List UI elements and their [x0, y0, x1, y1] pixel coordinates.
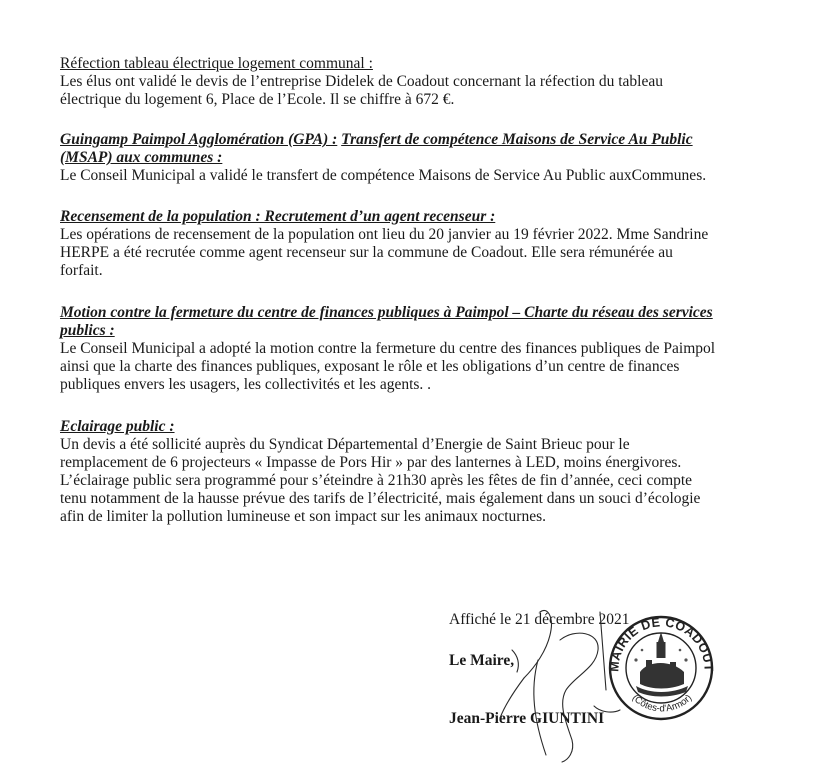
section-line: Les élus ont validé le devis de l’entreprise Didelek de Coadout concernant la réfection du tableau: [60, 73, 663, 90]
section-heading-part: Motion contre la fermeture du centre de finances publiques à Paimpol – Charte du réseau des services: [60, 304, 713, 321]
posted-date: Affiché le 21 décembre 2021: [449, 611, 630, 628]
section-line: afin de limiter la pollution lumineuse et son impact sur les animaux nocturnes.: [60, 508, 546, 525]
section-line: publiques envers les usagers, les collectivités et les agents. .: [60, 376, 432, 393]
section-line: Les opérations de recensement de la population ont lieu du 20 janvier au 19 février 2022. Mme Sandrine: [60, 226, 709, 243]
section-line: Le Conseil Municipal a adopté la motion contre la fermeture du centre des finances publiques de Paimpol: [60, 340, 716, 357]
section-line: HERPE a été recrutée comme agent recenseur sur la commune de Coadout. Elle sera rémunérée au: [60, 244, 673, 261]
section-heading-part: (MSAP) aux communes :: [60, 149, 223, 166]
handwritten-signature: [500, 610, 620, 762]
section-line: Le Conseil Municipal a validé le transfert de compétence Maisons de Service Au Public auxCommunes.: [60, 167, 707, 184]
mayor-name: Jean-Pierre GIUNTINI: [449, 710, 605, 727]
section-heading-part: Guingamp Paimpol Agglomération (GPA) :: [60, 131, 338, 148]
stamp-top-text: MAIRIE DE COADOUT: [607, 615, 716, 673]
section-heading-part: publics :: [60, 322, 115, 339]
section-line: Un devis a été sollicité auprès du Syndicat Départemental d’Energie de Saint Brieuc pour le: [60, 436, 630, 453]
section-heading-part: Transfert de compétence Maisons de Service Au Public: [341, 131, 693, 148]
section-line: remplacement de 6 projecteurs « Impasse de Pors Hir » par des lanternes à LED, moins énergivores.: [60, 454, 682, 471]
section-heading: Eclairage public :: [60, 418, 175, 435]
section-line: tenu notamment de la hausse prévue des tarifs de l’électricité, mais également dans un souci d’écologie: [60, 490, 701, 507]
mairie-stamp-icon: [607, 615, 715, 719]
mayor-title: Le Maire,: [449, 652, 515, 669]
section-line: L’éclairage public sera programmé pour s’éteindre à 21h30 après les fêtes de fin d’année, ceci compte: [60, 472, 693, 489]
chapel-emblem-icon: [636, 632, 688, 697]
section-heading: Réfection tableau électrique logement communal :: [60, 55, 373, 72]
section-line: électrique du logement 6, Place de l’Ecole. Il se chiffre à 672 €.: [60, 91, 455, 108]
stamp-bottom-text: (Côtes-d'Armor): [629, 692, 695, 715]
section-line: forfait.: [60, 262, 103, 279]
section-line: ainsi que la charte des finances publiques, exposant le rôle et les obligations d’un centre de finances: [60, 358, 680, 375]
section-heading: Recensement de la population : Recrutement d’un agent recenseur :: [60, 208, 496, 225]
